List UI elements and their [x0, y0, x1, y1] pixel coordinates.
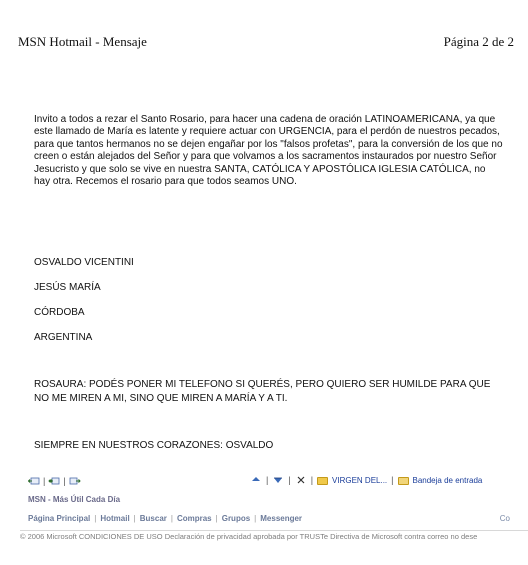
page-number: Página 2 de 2 — [443, 34, 514, 49]
message-toolbar — [28, 474, 518, 490]
delete-icon[interactable] — [295, 475, 307, 485]
folder-link-inbox[interactable]: Bandeja de entrada — [412, 475, 483, 485]
msn-tagline: MSN - Más Útil Cada Día — [28, 495, 121, 504]
nav-separator: | — [254, 514, 257, 523]
nav-separator: | — [133, 514, 136, 523]
toolbar-separator: | — [266, 475, 269, 485]
next-icon[interactable] — [272, 475, 284, 485]
toolbar-separator: | — [310, 475, 314, 485]
nav-separator: | — [170, 514, 173, 523]
nav-link-messenger[interactable]: Messenger — [260, 514, 303, 523]
toolbar-separator: | — [391, 475, 394, 485]
nav-link-home[interactable]: Página Principal — [28, 514, 91, 523]
legal-footer: © 2006 Microsoft CONDICIONES DE USO Declaración de privacidad aprobada por TRUSTe Directiva de Microsoft contra correo no dese — [20, 530, 528, 541]
reply-icon[interactable] — [28, 476, 40, 486]
nav-separator: | — [94, 514, 97, 523]
postscript: ROSAURA: PODÉS PONER MI TELEFONO SI QUERÉS, PERO QUIERO SER HUMILDE PARA QUE NO ME MIREN A MI, SINO QUE MIREN A MARÍA Y A TI. — [34, 379, 491, 404]
nav-link-shopping[interactable]: Compras — [176, 514, 212, 523]
msn-nav-bar — [28, 514, 528, 523]
closing-line: SIEMPRE EN NUESTROS CORAZONES: OSVALDO — [34, 440, 274, 451]
folder-icon — [398, 477, 409, 485]
previous-icon[interactable] — [250, 475, 262, 485]
nav-link-search[interactable]: Buscar — [139, 514, 167, 523]
folder-link-virgen[interactable]: VIRGEN DEL... — [332, 475, 388, 485]
toolbar-separator: | — [43, 476, 46, 486]
nav-link-hotmail[interactable]: Hotmail — [100, 514, 130, 523]
nav-separator: | — [215, 514, 218, 523]
nav-link-truncated[interactable]: Co — [499, 514, 510, 523]
signature-name: OSVALDO VICENTINI — [34, 257, 134, 268]
message-body: Invito a todos a rezar el Santo Rosario, para hacer una cadena de oración LATINOAMERICANA, ya que este llamado de María es latente y requiere actuar con URGENCIA, para el perdón de nuestros pecados, para que tantos hermanos no se dejen engañar por los "falsos profetas", para la conversión de los que no creen o están alejados del Señor y para que volvamos a los sacramentos instaurados por nuestro Señor Jesucristo y que solo se vive en nuestra SANTA, CATÓLICA Y APOSTÓLICA IGLESIA CATÓLICA, no hay otra. Recemos el rosario para que todos seamos UNO. — [34, 114, 503, 188]
signature-city: JESÚS MARÍA — [34, 282, 101, 293]
window-title: MSN Hotmail - Mensaje — [18, 34, 147, 49]
reply-all-icon[interactable] — [48, 476, 60, 486]
signature-province: CÓRDOBA — [34, 307, 85, 318]
reply-actions — [28, 476, 81, 486]
nav-link-groups[interactable]: Grupos — [221, 514, 251, 523]
folder-icon — [317, 477, 328, 485]
forward-icon[interactable] — [69, 476, 81, 486]
toolbar-separator: | — [63, 476, 66, 486]
signature-country: ARGENTINA — [34, 332, 93, 343]
navigation-actions — [250, 475, 482, 485]
toolbar-separator: | — [288, 475, 291, 485]
